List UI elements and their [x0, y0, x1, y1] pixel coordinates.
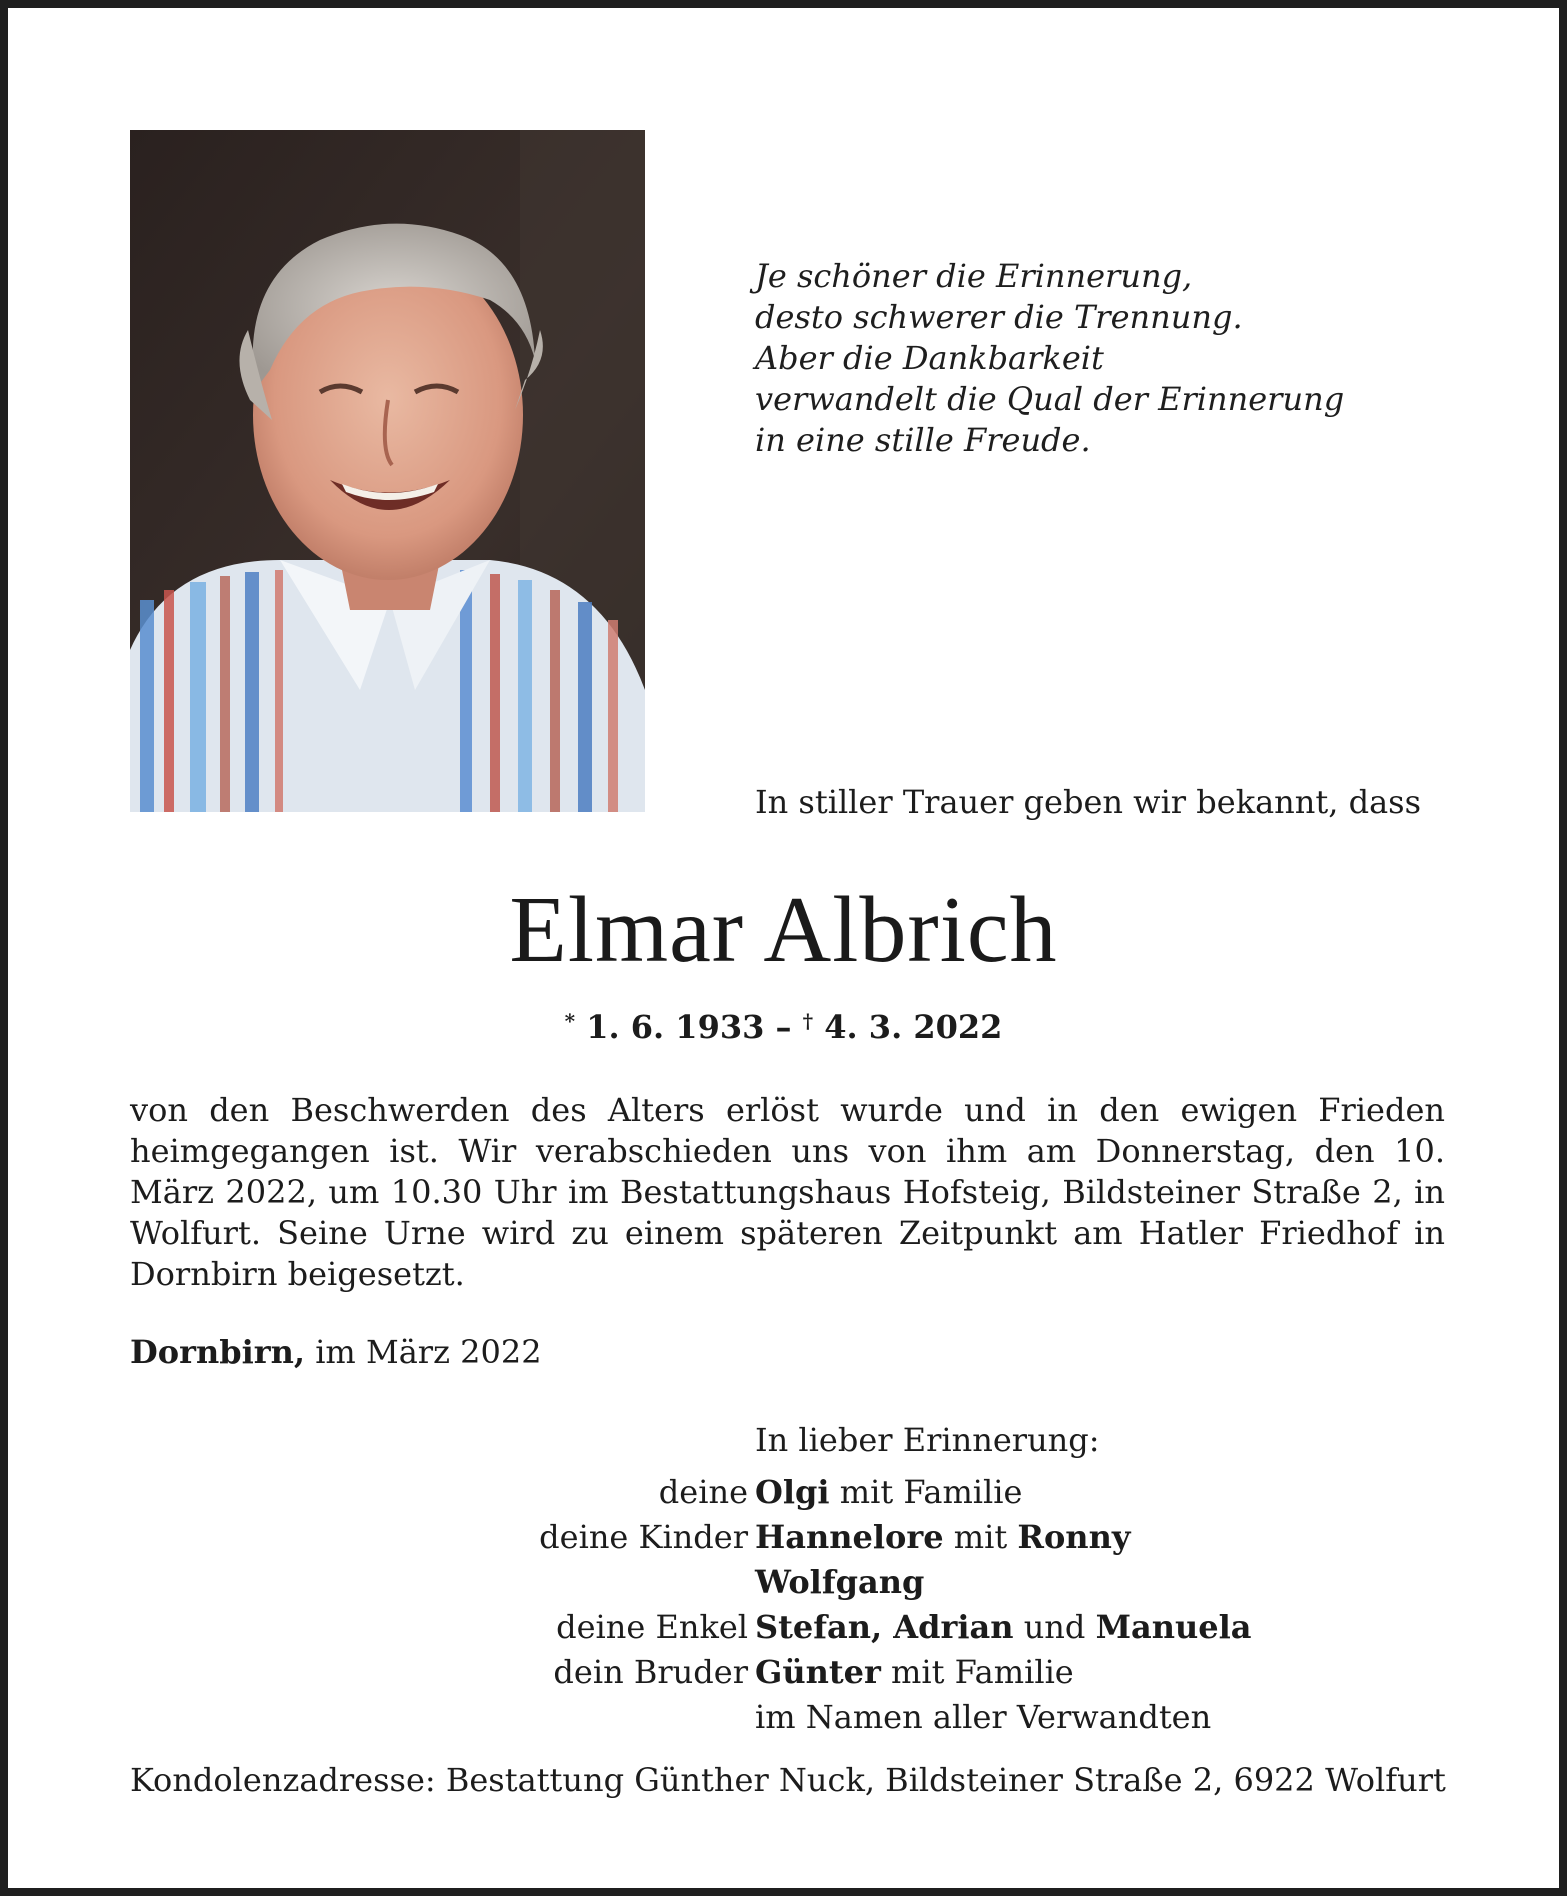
mourner-names	[755, 1653, 1074, 1691]
mourner-text: mit Familie	[829, 1473, 1023, 1511]
mourner-names	[755, 1473, 1022, 1511]
life-dates	[8, 1008, 1559, 1046]
mourners-heading: In lieber Erinnerung:	[755, 1421, 1100, 1459]
mourner-relation: deine	[658, 1473, 748, 1511]
mourner-text: mit Familie	[880, 1653, 1074, 1691]
poem	[755, 256, 1344, 461]
birth-symbol: *	[564, 1009, 576, 1033]
mourner-relation: deine Kinder	[539, 1518, 748, 1556]
mourner-name: Stefan, Adrian	[755, 1608, 1014, 1646]
mourner-names	[755, 1608, 1252, 1646]
mourner-row	[8, 1653, 1559, 1697]
mourner-name: Günter	[755, 1653, 881, 1691]
mourner-row	[8, 1608, 1559, 1652]
mourner-text: und	[1013, 1608, 1096, 1646]
mourner-relation: dein Bruder	[553, 1653, 748, 1691]
death-date: 4. 3. 2022	[824, 1008, 1003, 1046]
mourner-name: Wolfgang	[755, 1563, 925, 1601]
deceased-name: Elmar Albrich	[509, 878, 1058, 982]
portrait-photo	[130, 130, 645, 812]
death-symbol: †	[802, 1009, 814, 1033]
mourner-row	[8, 1563, 1559, 1607]
mourner-relation: deine Enkel	[556, 1608, 748, 1646]
mourner-name: Manuela	[1095, 1608, 1252, 1646]
date: im März 2022	[305, 1333, 542, 1371]
poem-line: in eine stille Freude.	[755, 421, 1091, 459]
mourner-text: im Namen aller Verwandten	[755, 1698, 1212, 1736]
place-date	[130, 1333, 542, 1371]
poem-line: desto schwerer die Trennung.	[755, 298, 1243, 336]
poem-line: verwandelt die Qual der Erinnerung	[755, 380, 1345, 418]
mourner-names	[755, 1698, 1211, 1736]
notice-text: von den Beschwerden des Alters erlöst wurde und in den ewigen Frieden heimgegangen ist. Wir verabschieden uns von ihm am Donnerstag, den 10. März 2022, um 10.30 Uhr im Bestattungshaus Hofsteig, Bildsteiner Straße 2, in Wolfurt. Seine Urne wird zu einem späteren Zeitpunkt am Hatler Friedhof in Dornbirn beigesetzt.	[130, 1091, 1445, 1293]
condolence-address: Kondolenzadresse: Bestattung Günther Nuck, Bildsteiner Straße 2, 6922 Wolfurt	[130, 1761, 1446, 1799]
mourner-row	[8, 1473, 1559, 1517]
mourner-name: Hannelore	[755, 1518, 944, 1556]
mourner-names	[755, 1518, 1130, 1556]
poem-line: Je schöner die Erinnerung,	[755, 257, 1193, 295]
date-separator: –	[764, 1008, 803, 1046]
place: Dornbirn,	[130, 1333, 306, 1371]
mourner-names	[755, 1563, 924, 1601]
mourner-name: Olgi	[755, 1473, 830, 1511]
mourner-name: Ronny	[1017, 1518, 1131, 1556]
mourner-text: mit	[943, 1518, 1018, 1556]
poem-line: Aber die Dankbarkeit	[755, 339, 1104, 377]
mourner-row	[8, 1518, 1559, 1562]
announcement: In stiller Trauer geben wir bekannt, dass	[755, 783, 1421, 821]
birth-date: 1. 6. 1933	[586, 1008, 765, 1046]
mourner-row	[8, 1698, 1559, 1742]
